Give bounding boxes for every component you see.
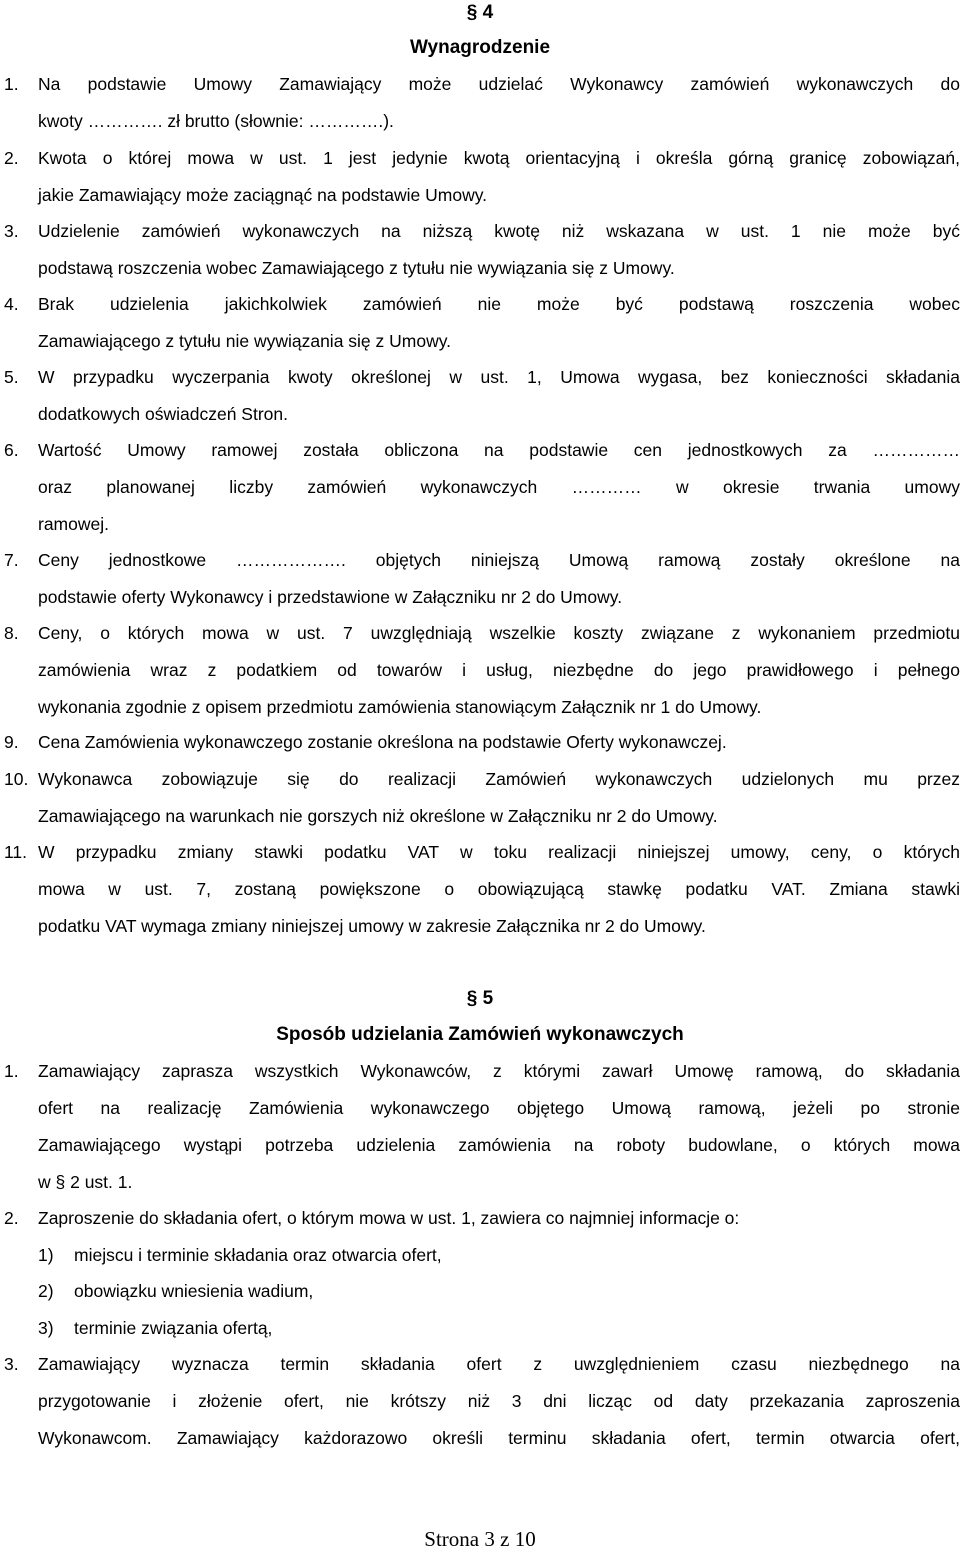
item-line: Zamawiającego wystąpi potrzeba udzielenia zamówienia na roboty budowlane, o których mowa xyxy=(38,1135,960,1155)
subitem-number: 1) xyxy=(38,1245,54,1265)
item-line: Kwota o której mowa w ust. 1 jest jedynie kwotą orientacyjną i określa górną granicę zobowiązań, xyxy=(38,148,960,168)
item-line: W przypadku zmiany stawki podatku VAT w toku realizacji niniejszej umowy, ceny, o których xyxy=(38,842,960,862)
item-number: 2. xyxy=(4,148,19,168)
item-line: podstawą roszczenia wobec Zamawiającego z tytułu nie wywiązania się z Umowy. xyxy=(38,258,675,278)
item-line: jakie Zamawiający może zaciągnąć na podstawie Umowy. xyxy=(38,185,488,205)
item-line: dodatkowych oświadczeń Stron. xyxy=(38,404,288,424)
item-number: 10. xyxy=(4,769,29,789)
section-5-title: Sposób udzielania Zamówień wykonawczych xyxy=(276,1024,684,1045)
subitem-number: 3) xyxy=(38,1318,54,1338)
item-number: 1. xyxy=(4,74,19,94)
subitem-text: miejscu i terminie składania oraz otwarcia ofert, xyxy=(74,1245,442,1265)
item-line: Wartość Umowy ramowej została obliczona na podstawie cen jednostkowych za …………… xyxy=(38,440,960,460)
page-footer: Strona 3 z 10 xyxy=(424,1527,536,1551)
subitem-number: 2) xyxy=(38,1281,54,1301)
item-number: 2. xyxy=(4,1208,19,1228)
item-number: 4. xyxy=(4,294,19,314)
item-number: 1. xyxy=(4,1061,19,1081)
section-4-sign: § 4 xyxy=(466,2,494,23)
item-line: W przypadku wyczerpania kwoty określonej w ust. 1, Umowa wygasa, bez konieczności składania xyxy=(38,367,960,387)
item-number: 3. xyxy=(4,221,19,241)
item-line: Cena Zamówienia wykonawczego zostanie określona na podstawie Oferty wykonawczej. xyxy=(38,732,727,752)
item-line: Zaproszenie do składania ofert, o którym mowa w ust. 1, zawiera co najmniej informacje o: xyxy=(38,1208,740,1228)
section-5-sign: § 5 xyxy=(466,988,494,1009)
item-line: wykonania zgodnie z opisem przedmiotu zamówienia stanowiącym Załącznik nr 1 do Umowy. xyxy=(38,697,762,717)
section-4-title: Wynagrodzenie xyxy=(409,37,551,58)
item-line: przygotowanie i złożenie ofert, nie krótszy niż 3 dni licząc od daty przekazania zaproszenia xyxy=(38,1391,960,1411)
item-number: 6. xyxy=(4,440,19,460)
item-line: Zamawiającego z tytułu nie wywiązania się z Umowy. xyxy=(38,331,452,351)
item-line: Ceny, o których mowa w ust. 7 uwzględniają wszelkie koszty związane z wykonaniem przedmiotu xyxy=(38,623,960,643)
item-line: mowa w ust. 7, zostaną powiększone o obowiązującą stawkę podatku VAT. Zmiana stawki xyxy=(38,879,960,899)
item-line: oraz planowanej liczby zamówień wykonawczych ………… w okresie trwania umowy xyxy=(38,477,960,497)
item-line: Zamawiający wyznacza termin składania ofert z uwzględnieniem czasu niezbędnego na xyxy=(38,1354,960,1374)
item-line: w § 2 ust. 1. xyxy=(38,1172,133,1192)
item-number: 8. xyxy=(4,623,19,643)
item-number: 11. xyxy=(4,842,28,862)
item-number: 7. xyxy=(4,550,19,570)
item-line: Brak udzielenia jakichkolwiek zamówień nie może być podstawą roszczenia wobec xyxy=(38,294,960,314)
item-line: podstawie oferty Wykonawcy i przedstawione w Załączniku nr 2 do Umowy. xyxy=(38,587,623,607)
item-line: zamówienia wraz z podatkiem od towarów i usług, niezbędne do jego prawidłowego i pełnego xyxy=(38,660,960,680)
item-line: Zamawiający zaprasza wszystkich Wykonawców, z którymi zawarł Umowę ramową, do składania xyxy=(38,1061,960,1081)
subitem-text: obowiązku wniesienia wadium, xyxy=(74,1281,314,1301)
item-line: Na podstawie Umowy Zamawiający może udzielać Wykonawcy zamówień wykonawczych do xyxy=(38,74,960,94)
subitem-text: terminie związania ofertą, xyxy=(74,1318,273,1338)
item-line: podatku VAT wymaga zmiany niniejszej umowy w zakresie Załącznika nr 2 do Umowy. xyxy=(38,916,706,936)
item-line: kwoty …………. zł brutto (słownie: ………….). xyxy=(38,111,394,131)
item-number: 3. xyxy=(4,1354,19,1374)
item-line: Zamawiającego na warunkach nie gorszych niż określone w Załączniku nr 2 do Umowy. xyxy=(38,806,718,826)
item-line: Wykonawca zobowiązuje się do realizacji Zamówień wykonawczych udzielonych mu przez xyxy=(38,769,960,789)
item-line: ramowej. xyxy=(38,514,109,534)
item-line: Udzielenie zamówień wykonawczych na niższą kwotę niż wskazana w ust. 1 nie może być xyxy=(38,221,960,241)
item-number: 5. xyxy=(4,367,19,387)
item-line: Ceny jednostkowe ………………. objętych niniejszą Umową ramową zostały określone na xyxy=(38,550,960,570)
item-number: 9. xyxy=(4,732,19,752)
item-line: ofert na realizację Zamówienia wykonawczego objętego Umową ramową, jeżeli po stronie xyxy=(38,1098,960,1118)
item-line: Wykonawcom. Zamawiający każdorazowo określi terminu składania ofert, termin otwarcia ofert, xyxy=(38,1428,960,1448)
